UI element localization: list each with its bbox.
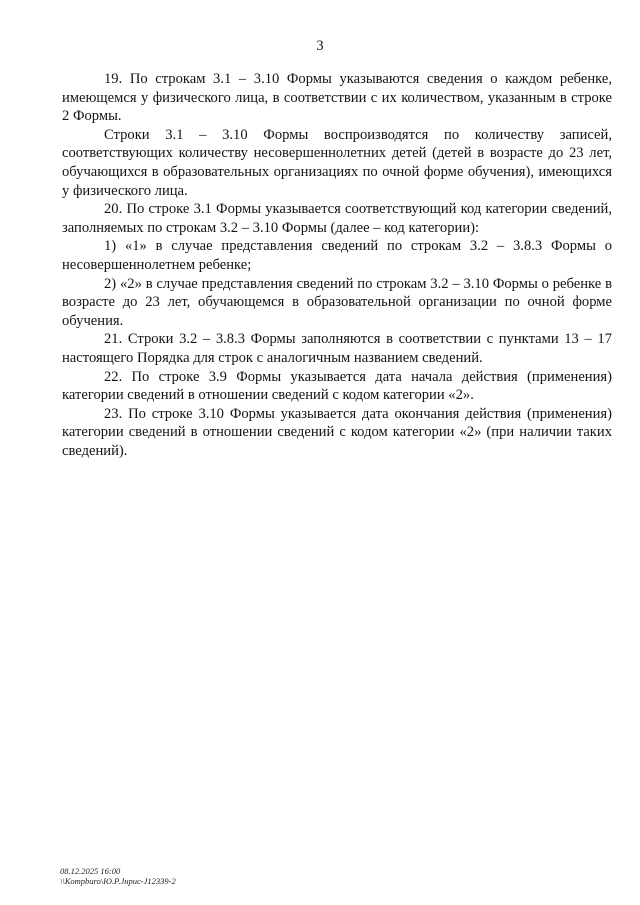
document-footer (60, 866, 176, 886)
paragraph-19-continued: Строки 3.1 – 3.10 Формы воспроизводятся по количеству записей, соответствующих количеству несовершеннолетних детей (детей в возрасте до 23 лет, обучающихся в образовательных организациях по очной форме обучения), имеющихся у физического лица. (62, 126, 612, 199)
paragraph-20-item-2: 2) «2» в случае представления сведений по строкам 3.2 – 3.10 Формы о ребенке в возрасте до 23 лет, обучающемся в образовательной организации по очной форме обучения. (62, 275, 612, 329)
paragraph-21: 21. Строки 3.2 – 3.8.3 Формы заполняются в соответствии с пунктами 13 – 17 настоящего Порядка для строк с аналогичным названием сведений. (62, 331, 612, 366)
document-body (62, 70, 612, 460)
page-number: 3 (316, 38, 324, 54)
footer-filepath: \\Kompburo\Ю.Р.Jнрuс-J12339-2 (60, 876, 176, 886)
paragraph-23: 23. По строке 3.10 Формы указывается дата окончания действия (применения) категории сведений в отношении сведений с кодом категории «2» (при наличии таких сведений). (62, 405, 612, 459)
paragraph-20: 20. По строке 3.1 Формы указывается соответствующий код категории сведений, заполняемых по строкам 3.2 – 3.10 Формы (далее – код категории): (62, 201, 612, 236)
paragraph-20-item-1: 1) «1» в случае представления сведений по строкам 3.2 – 3.8.3 Формы о несовершеннолетнем ребенке; (62, 238, 612, 273)
paragraph-19: 19. По строкам 3.1 – 3.10 Формы указываются сведения о каждом ребенке, имеющемся у физического лица, в соответствии с их количеством, указанным в строке 2 Формы. (62, 71, 612, 125)
paragraph-22: 22. По строке 3.9 Формы указывается дата начала действия (применения) категории сведений в отношении сведений с кодом категории «2». (62, 368, 612, 404)
footer-timestamp: 08.12.2025 16:00 (60, 866, 121, 876)
